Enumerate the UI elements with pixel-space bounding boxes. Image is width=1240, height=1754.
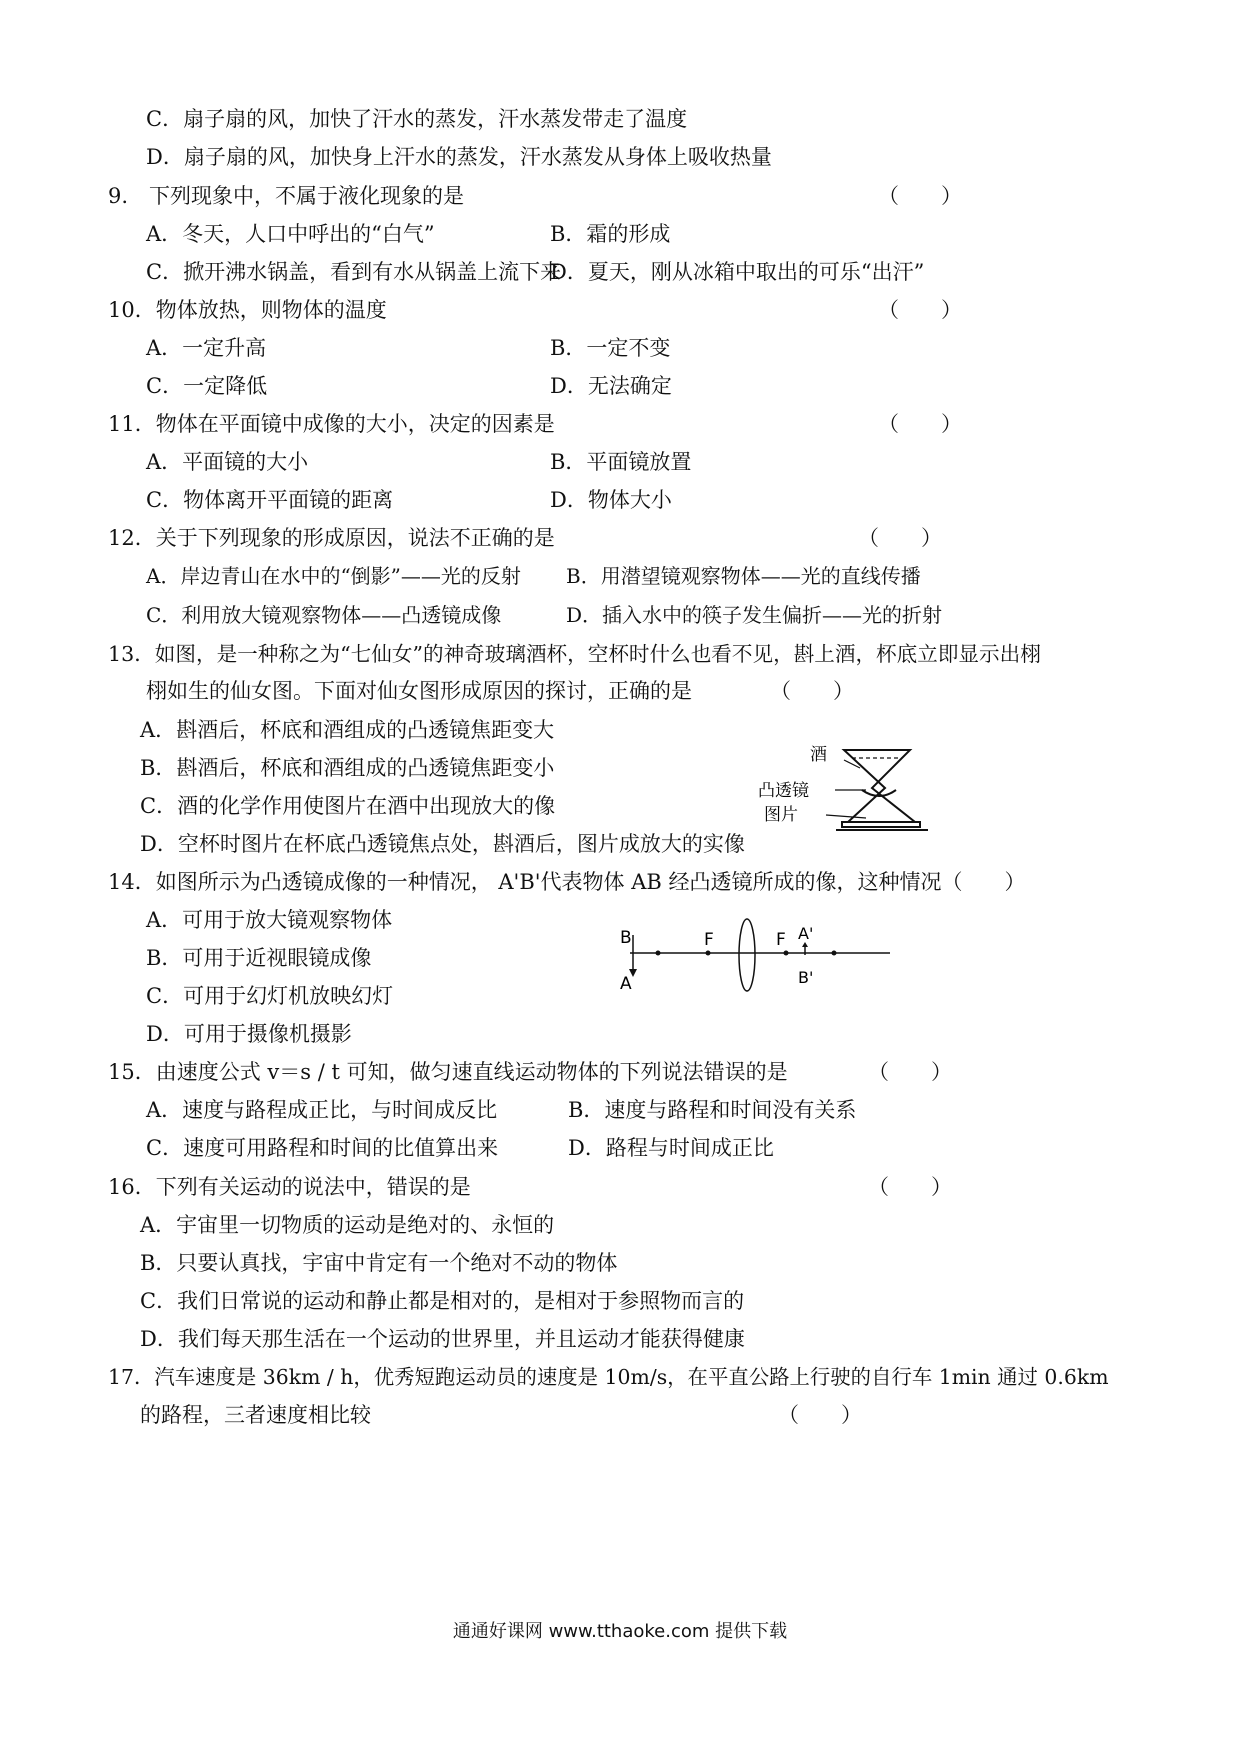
q15-option-b: B．速度与路程和时间没有关系 bbox=[568, 1098, 857, 1122]
q11-option-b: B．平面镜放置 bbox=[550, 450, 692, 474]
q17-stem-line2: 的路程，三者速度相比较 bbox=[140, 1403, 371, 1427]
q14-option-a: A．可用于放大镜观察物体 bbox=[146, 908, 393, 932]
q10-option-d: D．无法确定 bbox=[550, 374, 672, 398]
q13-option-b: B．斟酒后，杯底和酒组成的凸透镜焦距变小 bbox=[140, 756, 555, 780]
cup-label-wine: 酒 bbox=[810, 745, 827, 765]
q13-option-a: A．斟酒后，杯底和酒组成的凸透镜焦距变大 bbox=[140, 718, 555, 742]
q12-option-b: B．用潜望镜观察物体——光的直线传播 bbox=[566, 564, 921, 588]
q14-option-b: B．可用于近视眼镜成像 bbox=[146, 946, 372, 970]
q16-answer-paren: （ ） bbox=[868, 1175, 952, 1199]
cup-label-lens: 凸透镜 bbox=[758, 781, 809, 801]
wine-cup-figure bbox=[740, 730, 1030, 840]
q15-answer-paren: （ ） bbox=[868, 1060, 952, 1084]
q13-answer-paren: （ ） bbox=[770, 679, 854, 703]
q14-option-d: D．可用于摄像机摄影 bbox=[146, 1022, 352, 1046]
q9-answer-paren: （ ） bbox=[878, 184, 962, 208]
q13-option-c: C．酒的化学作用使图片在酒中出现放大的像 bbox=[140, 794, 556, 818]
q15-option-d: D．路程与时间成正比 bbox=[568, 1136, 774, 1160]
q8-option-d: D．扇子扇的风，加快身上汗水的蒸发，汗水蒸发从身体上吸收热量 bbox=[146, 145, 772, 169]
q13-stem-line1: 13．如图，是一种称之为“七仙女”的神奇玻璃酒杯，空杯时什么也看不见，斟上酒，杯底立即显示出栩 bbox=[108, 642, 1041, 666]
q10-answer-paren: （ ） bbox=[878, 298, 962, 322]
q16-option-d: D．我们每天那生活在一个运动的世界里，并且运动才能获得健康 bbox=[140, 1327, 745, 1351]
q12-option-a: A．岸边青山在水中的“倒影”——光的反射 bbox=[146, 564, 521, 588]
q11-stem: 11．物体在平面镜中成像的大小，决定的因素是 bbox=[108, 412, 555, 436]
q12-stem: 12．关于下列现象的形成原因，说法不正确的是 bbox=[108, 526, 555, 550]
q13-stem-line2: 栩如生的仙女图。下面对仙女图形成原因的探讨，正确的是 bbox=[146, 679, 692, 703]
page-footer: 通通好课网 www.tthaoke.com 提供下载 bbox=[452, 1621, 788, 1642]
q15-stem: 15．由速度公式 v＝s / t 可知，做匀速直线运动物体的下列说法错误的是 bbox=[108, 1060, 788, 1084]
lens-label-f-left: F bbox=[704, 930, 714, 950]
q15-option-a: A．速度与路程成正比，与时间成反比 bbox=[146, 1098, 498, 1122]
q9-option-a: A．冬天，人口中呼出的“白气” bbox=[146, 222, 435, 246]
convex-lens-figure bbox=[600, 915, 900, 1005]
q11-option-a: A．平面镜的大小 bbox=[146, 450, 309, 474]
q16-stem: 16．下列有关运动的说法中，错误的是 bbox=[108, 1175, 471, 1199]
q13-option-d: D．空杯时图片在杯底凸透镜焦点处，斟酒后，图片成放大的实像 bbox=[140, 832, 745, 856]
q8-option-c: C．扇子扇的风，加快了汗水的蒸发，汗水蒸发带走了温度 bbox=[146, 107, 688, 131]
q15-option-c: C．速度可用路程和时间的比值算出来 bbox=[146, 1136, 499, 1160]
q16-option-c: C．我们日常说的运动和静止都是相对的，是相对于参照物而言的 bbox=[140, 1289, 745, 1313]
q10-option-a: A．一定升高 bbox=[146, 336, 267, 360]
lens-label-b-prime: B' bbox=[798, 968, 814, 987]
q12-answer-paren: （ ） bbox=[858, 526, 942, 550]
q9-stem: 9. 下列现象中，不属于液化现象的是 bbox=[108, 184, 465, 208]
q17-answer-paren: （ ） bbox=[778, 1403, 862, 1427]
lens-label-a-prime: A' bbox=[798, 924, 814, 943]
lens-label-f-right: F bbox=[776, 930, 786, 950]
q16-option-a: A．宇宙里一切物质的运动是绝对的、永恒的 bbox=[140, 1213, 555, 1237]
q11-option-c: C．物体离开平面镜的距离 bbox=[146, 488, 394, 512]
q9-option-d: D．夏天，刚从冰箱中取出的可乐“出汗” bbox=[550, 260, 925, 284]
lens-label-a: A bbox=[620, 974, 632, 994]
q11-answer-paren: （ ） bbox=[878, 412, 962, 436]
q11-option-d: D．物体大小 bbox=[550, 488, 672, 512]
q9-option-b: B．霜的形成 bbox=[550, 222, 671, 246]
q9-option-c: C．掀开沸水锅盖，看到有水从锅盖上流下来 bbox=[146, 260, 562, 284]
q14-stem: 14．如图所示为凸透镜成像的一种情况， A'B'代表物体 AB 经凸透镜所成的像，这种情况（ ） bbox=[108, 870, 1026, 894]
q17-stem-line1: 17．汽车速度是 36km / h，优秀短跑运动员的速度是 10m/s，在平直公路上行驶的自行车 1min 通过 0.6km bbox=[108, 1365, 1109, 1389]
q14-option-c: C．可用于幻灯机放映幻灯 bbox=[146, 984, 394, 1008]
q16-option-b: B．只要认真找，宇宙中肯定有一个绝对不动的物体 bbox=[140, 1251, 618, 1275]
q12-option-c: C．利用放大镜观察物体——凸透镜成像 bbox=[146, 603, 502, 627]
q10-stem: 10．物体放热，则物体的温度 bbox=[108, 298, 387, 322]
q10-option-b: B．一定不变 bbox=[550, 336, 671, 360]
q10-option-c: C．一定降低 bbox=[146, 374, 268, 398]
lens-label-b: B bbox=[620, 928, 632, 948]
cup-label-picture: 图片 bbox=[764, 805, 798, 825]
q12-option-d: D．插入水中的筷子发生偏折——光的折射 bbox=[566, 603, 943, 627]
